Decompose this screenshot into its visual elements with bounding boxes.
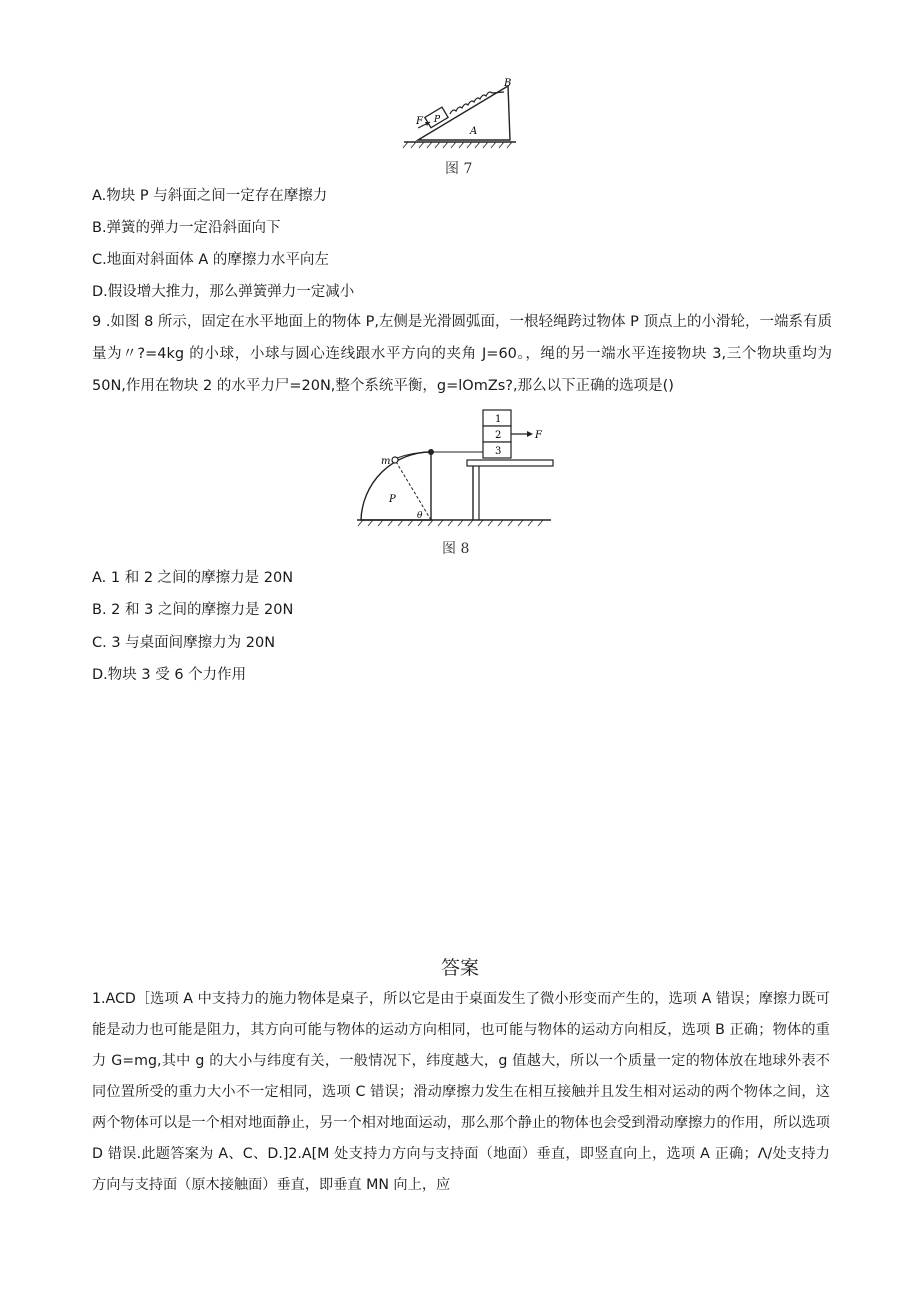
question-9 xyxy=(92,306,832,402)
figure-7-label-f: F xyxy=(416,116,423,127)
figure-7-label-a: A xyxy=(470,126,478,137)
figure-8-label-block-3: 3 xyxy=(495,446,502,457)
figure-7-label-b: B xyxy=(504,78,512,89)
figure-8 xyxy=(355,404,555,528)
option-d: D.物块 3 受 6 个力作用 xyxy=(92,667,247,683)
figure-7-label-p: P xyxy=(434,115,441,125)
figure-8-label-f: F xyxy=(535,430,542,441)
figure-8-label-m: m xyxy=(381,456,391,467)
option-b: B. 2 和 3 之间的摩擦力是 20N xyxy=(92,602,294,618)
answers-text: 1.ACD［选项 A 中支持力的施力物体是桌子，所以它是由于桌面发生了微小形变而产生的，选项 A 错误；摩擦力既可能是动力也可能是阻力，其方向可能与物体的运动方向相同，也可能与物体的运动方向相反，选项 B 正确；物体的重力 G=mg,其中 g 的大小与纬度有关，一般情况下，纬度越大，g 值越大，所以一个质量一定的物体放在地球外表不同位置所受的重力大小不一定相同，选项 C 错误；滑动摩擦力发生在相互接触并且发生相对运动的两个物体之间，这两个物体可以是一个相对地面静止，另一个相对地面运动，那么那个静止的物体也会受到滑动摩擦力的作用，所以选项 D 错误.此题答案为 A、C、D.]2.A[M 处支持力方向与支持面（地面）垂直，即竖直向上，选项 A 正确；Λ/处支持力方向与支持面（原木接触面）垂直，即垂直 MN 向上，应 xyxy=(92,991,830,1193)
figure-8-caption: 图 8 xyxy=(442,541,470,557)
option-b-prev: B.弹簧的弹力一定沿斜面向下 xyxy=(92,220,281,236)
figure-8-label-theta: θ xyxy=(417,511,423,521)
question-9-number: 9 xyxy=(92,314,102,330)
figure-7-caption: 图 7 xyxy=(445,161,473,177)
option-a-prev: A.物块 P 与斜面之间一定存在摩擦力 xyxy=(92,188,328,204)
figure-7 xyxy=(400,74,520,152)
figure-8-label-block-1: 1 xyxy=(495,414,502,425)
figure-7-diagram xyxy=(400,74,520,152)
option-a: A. 1 和 2 之间的摩擦力是 20N xyxy=(92,570,294,586)
option-d-prev: D.假设增大推力，那么弹簧弹力一定减小 xyxy=(92,284,355,300)
answers-heading: 答案 xyxy=(440,957,479,979)
figure-8-label-block-2: 2 xyxy=(495,430,502,441)
figure-8-diagram xyxy=(355,404,555,528)
option-c-prev: C.地面对斜面体 A 的摩擦力水平向左 xyxy=(92,252,329,268)
option-c: C. 3 与桌面间摩擦力为 20N xyxy=(92,635,276,651)
figure-8-label-p: P xyxy=(389,494,396,505)
question-9-text: .如图 8 所示，固定在水平地面上的物体 P,左侧是光滑圆弧面，一根轻绳跨过物体 P 顶点上的小滑轮，一端系有质量为〃?=4kg 的小球，小球与圆心连线跟水平方向的夹角 J=60。，绳的另一端水平连接物块 3,三个物块重均为 50N,作用在物块 2 的水平力尸=20N,整个系统平衡，g=lOmZs?,那么以下正确的选项是() xyxy=(92,314,832,394)
